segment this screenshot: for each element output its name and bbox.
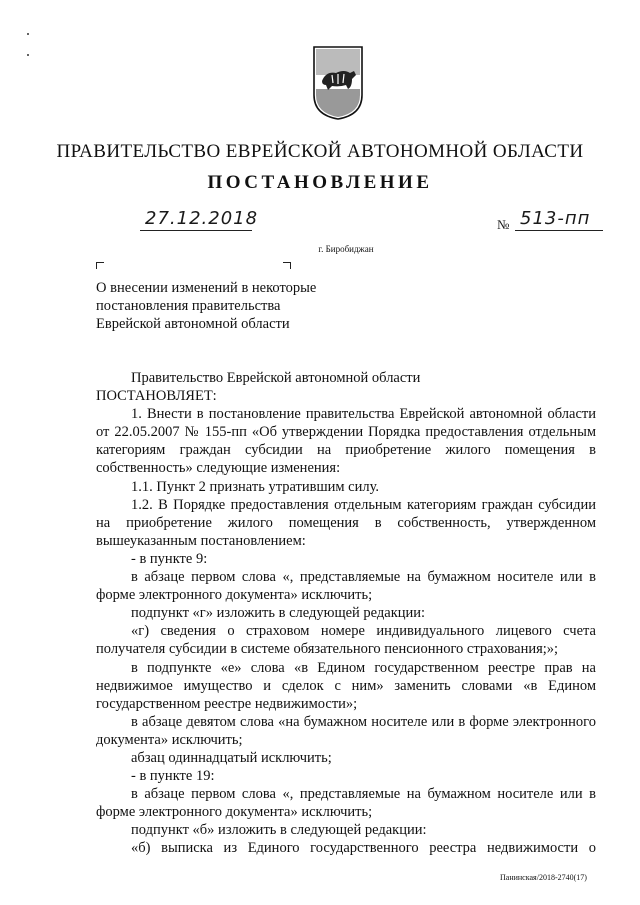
- date-underline: [140, 230, 252, 231]
- number-sign: №: [497, 217, 510, 232]
- city-name: г. Биробиджан: [318, 244, 374, 254]
- body-paragraph: подпункт «б» изложить в следующей редакции:: [131, 822, 427, 839]
- body-paragraph: «б) выписка из Единого государственного реестра недвижимости о: [131, 840, 596, 857]
- scan-speck: [27, 33, 29, 35]
- subject-line: Еврейской автономной области: [96, 316, 290, 332]
- body-paragraph: 1.1. Пункт 2 признать утратившим силу.: [131, 478, 380, 495]
- body-paragraph: в абзаце первом слова «, представляемые на бумажном носителе или в форме электронного документа» исключить;: [96, 569, 596, 604]
- document-type: ПОСТАНОВЛЕНИЕ: [207, 172, 433, 193]
- document-body: [96, 369, 596, 858]
- subject-bracket-left: [96, 262, 104, 269]
- body-paragraph: в подпункте «е» слова «в Едином государственном реестре прав на недвижимое имущество и сделок с ним» заменить словами «в Едином государственном реестре недвижимости»;: [96, 659, 596, 712]
- body-paragraph: 1. Внести в постановление правительства Еврейской автономной области от 22.05.2007 № 155-пп «Об утверждении Порядка предоставления отдельным категориям граждан субсидии на приобретение жилого помещения в собственность» следующие изменения:: [96, 406, 596, 477]
- number-underline: [515, 230, 603, 231]
- subject-bracket-right: [283, 262, 291, 269]
- body-paragraph: подпункт «г» изложить в следующей редакции:: [131, 605, 426, 622]
- coat-of-arms-tiger-icon: [312, 45, 364, 121]
- body-paragraph: «г) сведения о страховом номере индивидуального лицевого счета получателя субсидии в системе обязательного пенсионного страхования;»;: [96, 623, 596, 658]
- body-paragraph: в абзаце девятом слова «на бумажном носителе или в форме электронного документа» исключить;: [96, 713, 596, 748]
- scan-speck: [27, 54, 29, 56]
- body-paragraph: абзац одиннадцатый исключить;: [131, 749, 332, 766]
- footer-code: Панинская/2018-2740(17): [500, 873, 587, 882]
- decree-number: 513-пп: [520, 208, 591, 229]
- subject-block: [96, 279, 316, 333]
- intro-text: Правительство Еврейской автономной области: [131, 370, 421, 386]
- body-paragraph: в абзаце первом слова «, представляемые на бумажном носителе или в форме электронного документа» исключить;: [96, 786, 596, 821]
- resolves-heading: ПОСТАНОВЛЯЕТ:: [96, 388, 217, 405]
- subject-line: О внесении изменений в некоторые: [96, 280, 317, 296]
- body-paragraph: 1.2. В Порядке предоставления отдельным категориям граждан субсидии на приобретение жилого помещения в собственность, утвержденном вышеуказанным постановлением:: [96, 496, 596, 549]
- government-name: ПРАВИТЕЛЬСТВО ЕВРЕЙСКОЙ АВТОНОМНОЙ ОБЛАСТИ: [56, 141, 584, 162]
- body-paragraph: - в пункте 19:: [131, 768, 215, 785]
- body-paragraph: - в пункте 9:: [131, 550, 208, 567]
- decree-date: 27.12.2018: [145, 208, 259, 229]
- subject-line: постановления правительства: [96, 298, 281, 314]
